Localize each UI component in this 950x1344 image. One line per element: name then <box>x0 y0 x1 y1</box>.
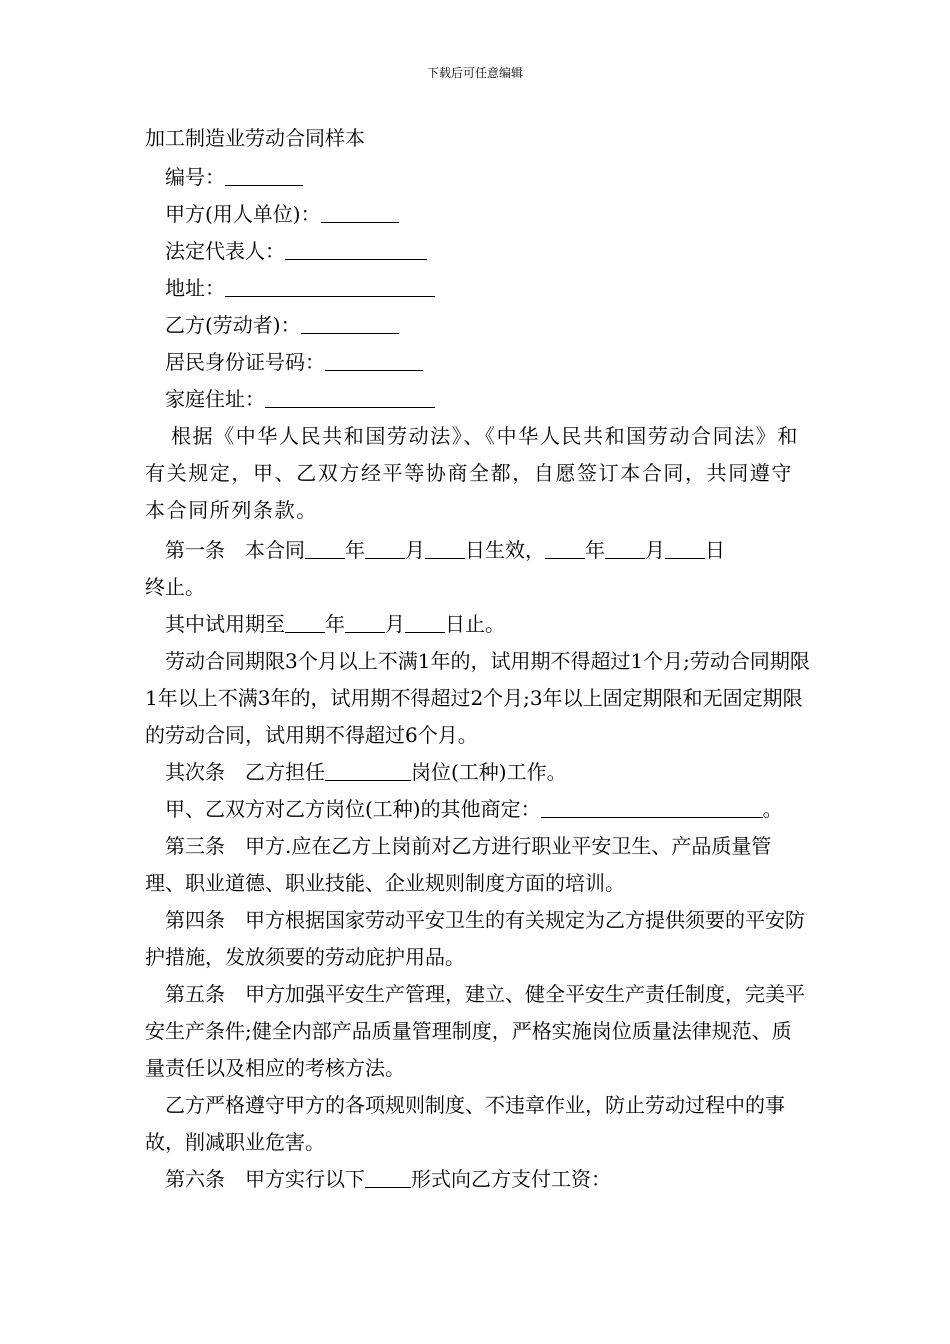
blank-line[interactable] <box>301 313 399 334</box>
field-label: 乙方(劳动者)： <box>165 313 301 337</box>
article-5-paragraph: 第五条 甲方加强平安生产管理，建立、健全平安生产责任制度，完美平安生产条件;健全内部产品质量管理制度，严格实施岗位质量法律规范、质量责任以及相应的考核方法。 <box>145 982 805 1080</box>
probation-rule-paragraph: 劳动合同期限3个月以上不满1年的，试用期不得超过1个月;劳动合同期限1年以上不满3年的，试用期不得超过2个月;3年以上固定期限和无固定期限的劳动合同，试用期不得超过6个月。 <box>145 649 810 747</box>
blank-line[interactable] <box>605 538 645 559</box>
blank-line[interactable] <box>405 612 445 633</box>
blank-line[interactable] <box>225 276 435 297</box>
blank-line[interactable] <box>285 612 325 633</box>
field-label: 居民身份证号码： <box>165 350 325 374</box>
preamble-paragraph: 根据《中华人民共和国劳动法》、《中华人民共和国劳动合同法》和有关规定，甲、乙双方经平等协商全都，自愿签订本合同，共同遵守本合同所列条款。 <box>145 424 799 522</box>
article-1-paragraph: 第一条 本合同 年 月 日生效， 年 月 日 终止。 <box>145 538 725 599</box>
blank-line[interactable] <box>321 202 399 223</box>
field-employee <box>145 307 810 344</box>
blank-line[interactable] <box>365 1167 411 1188</box>
field-employer <box>145 196 810 233</box>
field-id-number <box>145 344 810 381</box>
blank-line[interactable] <box>325 760 411 781</box>
blank-line[interactable] <box>425 538 465 559</box>
blank-line[interactable] <box>365 538 405 559</box>
article-2-other-paragraph: 甲、乙双方对乙方岗位(工种)的其他商定： 。 <box>165 797 783 821</box>
blank-line[interactable] <box>285 239 427 260</box>
blank-line[interactable] <box>305 538 345 559</box>
field-label: 地址： <box>165 276 225 300</box>
field-label: 编号： <box>165 165 225 189</box>
article-3-paragraph: 第三条 甲方.应在乙方上岗前对乙方进行职业平安卫生、产品质量管理、职业道德、职业技能、企业规则制度方面的培训。 <box>145 834 772 895</box>
field-home-address <box>145 381 810 418</box>
article-4-paragraph: 第四条 甲方根据国家劳动平安卫生的有关规定为乙方提供须要的平安防护措施，发放须要的劳动庇护用品。 <box>145 908 805 969</box>
field-contract-number <box>145 159 810 196</box>
blank-line[interactable] <box>665 538 705 559</box>
field-label: 法定代表人： <box>165 239 285 263</box>
document-title: 加工制造业劳动合同样本 <box>145 126 365 150</box>
blank-line[interactable] <box>545 538 585 559</box>
blank-line[interactable] <box>325 350 423 371</box>
blank-line[interactable] <box>225 165 303 186</box>
blank-line[interactable] <box>541 797 763 818</box>
blank-line[interactable] <box>265 387 435 408</box>
field-address <box>145 270 810 307</box>
blank-line[interactable] <box>345 612 385 633</box>
probation-period-paragraph: 其中试用期至 年 月 日止。 <box>165 612 505 636</box>
article-5-continued-paragraph: 乙方严格遵守甲方的各项规则制度、不违章作业，防止劳动过程中的事故，削减职业危害。 <box>145 1093 785 1154</box>
document-body <box>145 122 810 1198</box>
article-6-paragraph: 第六条 甲方实行以下 形式向乙方支付工资： <box>165 1167 611 1191</box>
field-label: 家庭住址： <box>165 387 265 411</box>
field-label: 甲方(用人单位)： <box>165 202 321 226</box>
field-legal-representative <box>145 233 810 270</box>
page-header: 下载后可任意编辑 <box>426 66 523 80</box>
article-2-paragraph: 其次条 乙方担任 岗位(工种)工作。 <box>165 760 567 784</box>
